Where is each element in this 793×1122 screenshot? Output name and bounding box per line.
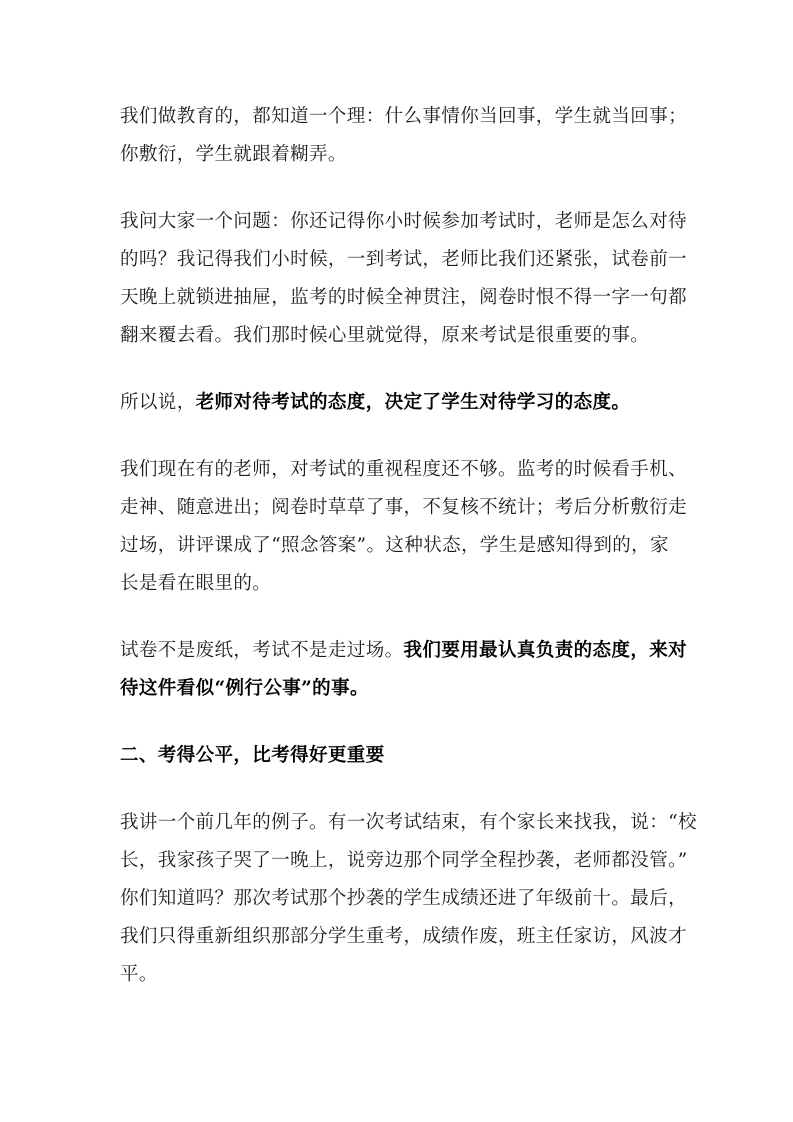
text-line: 我问大家一个问题：你还记得你小时候参加考试时，老师是怎么对待 xyxy=(120,211,688,232)
text-line: 我们现在有的老师，对考试的重视程度还不够。监考的时候看手机、 xyxy=(120,459,688,480)
paragraph-2 xyxy=(120,203,688,355)
paragraph-1 xyxy=(120,98,688,174)
text-line: 你敷衍，学生就跟着糊弄。 xyxy=(120,144,347,165)
section-heading: 二、考得公平，比考得好更重要 xyxy=(120,745,385,766)
text-line: 长，我家孩子哭了一晚上，说旁边那个同学全程抄袭，老师都没管。” xyxy=(120,850,688,871)
text-line: 翻来覆去看。我们那时候心里就觉得，原来考试是很重要的事。 xyxy=(120,325,650,346)
text-line: 你们知道吗？那次考试那个抄袭的学生成绩还进了年级前十。最后， xyxy=(120,888,688,909)
text-prefix: 试卷不是废纸，考试不是走过场。 xyxy=(120,640,404,661)
bold-emphasis: 老师对待考试的态度，决定了学生对待学习的态度。 xyxy=(195,392,631,413)
document-page xyxy=(120,98,697,1023)
text-line: 平。 xyxy=(120,964,158,985)
text-line: 我们做教育的，都知道一个理：什么事情你当回事，学生就当回事； xyxy=(120,106,688,127)
paragraph-4 xyxy=(120,451,688,603)
text-line: 过场，讲评课成了“照念答案”。这种状态，学生是感知得到的，家 xyxy=(120,535,669,556)
bold-emphasis-line: 待这件看似“例行公事”的事。 xyxy=(120,678,369,699)
paragraph-6 xyxy=(120,804,697,994)
text-line xyxy=(120,632,688,670)
paragraph-3 xyxy=(120,384,680,422)
text-line: 长是看在眼里的。 xyxy=(120,573,272,594)
text-line: 的吗？我记得我们小时候，一到考试，老师比我们还紧张，试卷前一 xyxy=(120,249,688,270)
text-line: 我讲一个前几年的例子。有一次考试结束，有个家长来找我，说：“校 xyxy=(120,812,697,833)
text-prefix: 所以说， xyxy=(120,392,196,413)
bold-emphasis: 我们要用最认真负责的态度，来对 xyxy=(403,640,688,661)
text-line: 我们只得重新组织那部分学生重考，成绩作废，班主任家访，风波才 xyxy=(120,926,688,947)
text-line xyxy=(120,384,680,422)
text-line: 走神、随意进出；阅卷时草草了事，不复核不统计；考后分析敷衍走 xyxy=(120,497,688,518)
paragraph-5 xyxy=(120,632,688,708)
text-line: 天晚上就锁进抽屉，监考的时候全神贯注，阅卷时恨不得一字一句都 xyxy=(120,287,688,308)
